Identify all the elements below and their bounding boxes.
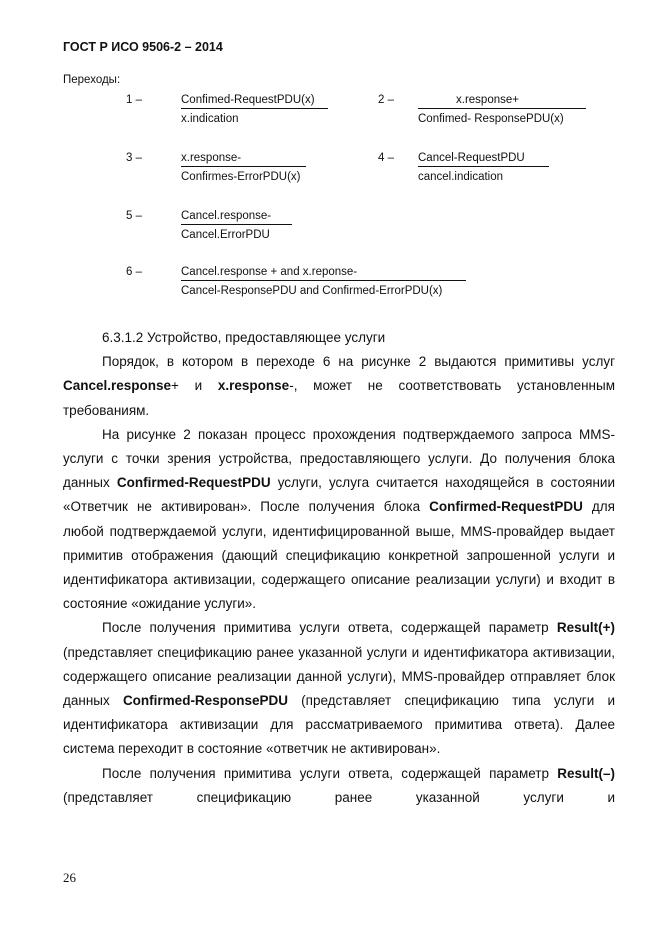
paragraph-text: После получения примитива услуги ответа, содержащей параметр — [102, 620, 557, 636]
paragraph-bold: Confirmed-RequestPDU — [116, 475, 271, 491]
paragraph-text: (представляет спецификацию ранее указанной услуги и идентификатора активизации, содержащего описание реализации данной услуги), MMS-провайдер отправляет блок данных — [63, 644, 615, 709]
paragraph-text: для любой подтверждаемой услуги, идентифицированной выше, MMS-провайдер выдает примитив отображения (дающий спецификацию конкретной запрошенной услуги и идентификатора активизации, содержащего описание реализации услуги) и входит в состояние «ожидание услуги». — [63, 499, 615, 612]
paragraph-text: -, может не соответствовать установленным требованиям. — [63, 378, 615, 418]
paragraph-bold: Confirmed-ResponsePDU — [122, 693, 288, 709]
transition-top: Cancel.response- — [181, 210, 292, 225]
transition-fraction — [418, 94, 586, 125]
paragraph-text: (представляет спецификацию ранее указанной услуги и — [63, 789, 615, 805]
paragraph — [63, 762, 615, 810]
paragraph-text: услуги, услуга считается находящейся в состоянии «Ответчик не активирован». После получения блока — [63, 475, 616, 515]
transition-bottom: x.indication — [181, 113, 239, 125]
paragraph-bold: Result(+) — [556, 620, 615, 636]
transition-bottom: Cancel-ResponsePDU and Confirmed-ErrorPDU(x) — [181, 285, 443, 297]
transition-top: Confimed-RequestPDU(x) — [181, 94, 328, 109]
transition-fraction — [181, 94, 328, 125]
paragraph-text: (представляет спецификацию типа услуги и идентификатора активизации для рассматриваемого примитива ответа). Далее система переходит в состояние «ответчик не активирован». — [63, 693, 615, 757]
transition-number: 6 – — [126, 266, 142, 278]
paragraph — [63, 423, 615, 617]
transition-fraction — [181, 266, 466, 297]
transition-bottom: Cancel.ErrorPDU — [181, 229, 270, 241]
transition-number: 1 – — [126, 94, 142, 106]
transition-top: x.response- — [181, 152, 306, 167]
paragraph-text: После получения примитива услуги ответа, содержащей параметр — [102, 765, 558, 781]
transition-top: Cancel.response + and x.reponse- — [181, 266, 466, 281]
transition-bottom: Confimed- ResponsePDU(x) — [418, 113, 564, 125]
transition-number: 2 – — [378, 94, 394, 106]
body-text — [63, 326, 615, 810]
paragraph-text: Порядок, в котором в переходе 6 на рисунке 2 выдаются примитивы услуг — [102, 354, 615, 370]
section-heading: 6.3.1.2 Устройство, предоставляющее услуги — [102, 330, 386, 345]
transitions-label: Переходы: — [63, 74, 121, 86]
paragraph — [63, 616, 615, 761]
transition-top: Cancel-RequestPDU — [418, 152, 549, 167]
paragraph-text: + и — [171, 378, 218, 394]
document-header: ГОСТ Р ИСО 9506-2 – 2014 — [63, 40, 223, 54]
paragraph-bold: Confirmed-RequestPDU — [429, 499, 583, 515]
paragraph-bold: Cancel.response — [63, 378, 172, 394]
paragraph-text: На рисунке 2 показан процесс прохождения подтверждаемого запроса MMS-услуги с точки зрения устройства, предоставляющего услуги. До получения блока данных — [63, 426, 615, 491]
page-number: 26 — [63, 870, 76, 885]
transition-fraction — [181, 152, 306, 183]
transition-number: 4 – — [378, 152, 394, 164]
transition-fraction — [418, 152, 549, 183]
transition-fraction — [181, 210, 292, 241]
paragraph-bold: Result(–) — [557, 765, 615, 781]
transition-number: 5 – — [126, 210, 142, 222]
transition-bottom: cancel.indication — [418, 171, 504, 183]
transition-bottom: Confirmes-ErrorPDU(x) — [181, 171, 301, 183]
paragraph — [63, 350, 615, 423]
paragraph-bold: x.response — [217, 378, 290, 394]
transition-number: 3 – — [126, 152, 142, 164]
transition-top: x.response+ — [418, 94, 586, 109]
